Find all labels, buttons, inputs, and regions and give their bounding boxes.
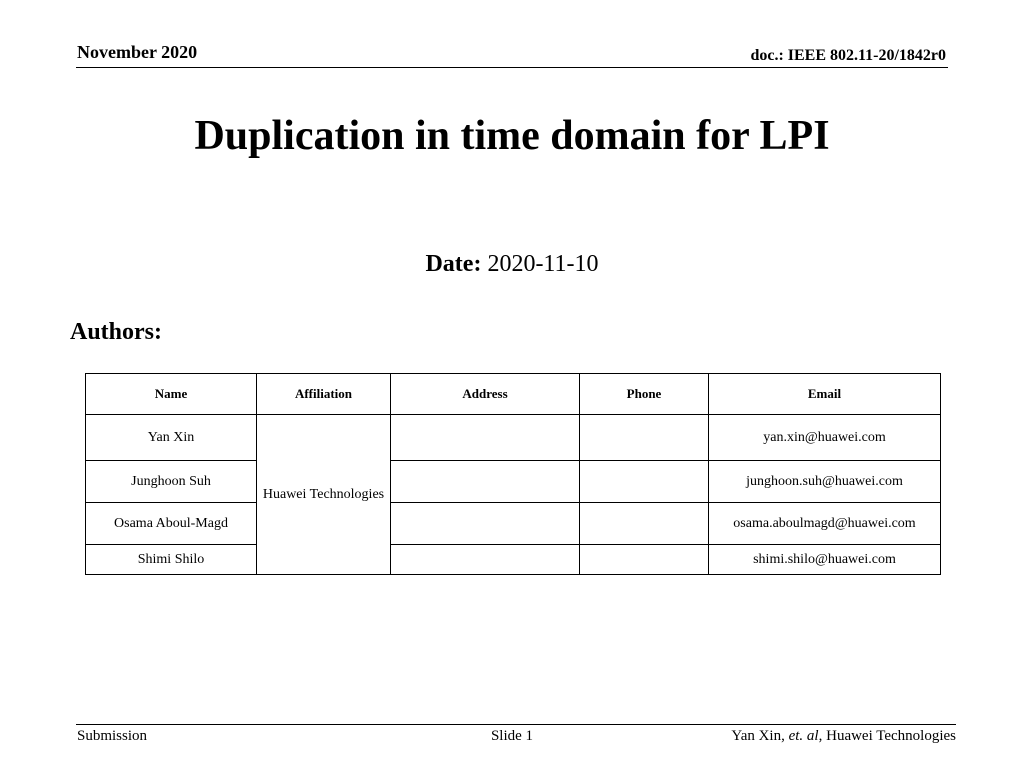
header-phone: Phone xyxy=(580,374,709,415)
date-line xyxy=(0,248,1024,280)
author-address xyxy=(391,503,580,545)
author-email: junghoon.suh@huawei.com xyxy=(709,461,941,503)
table-row xyxy=(86,503,941,545)
header-address: Address xyxy=(391,374,580,415)
author-address xyxy=(391,461,580,503)
header-date: November 2020 xyxy=(77,42,198,62)
author-address xyxy=(391,415,580,461)
footer-author xyxy=(731,728,956,745)
header-doc-ref: doc.: IEEE 802.11-20/1842r0 xyxy=(750,47,946,64)
author-email: osama.aboulmagd@huawei.com xyxy=(709,503,941,545)
header-name: Name xyxy=(86,374,257,415)
author-name: Osama Aboul-Magd xyxy=(86,503,257,545)
table-header-row xyxy=(86,374,941,415)
header-email: Email xyxy=(709,374,941,415)
author-phone xyxy=(580,503,709,545)
authors-heading: Authors: xyxy=(70,319,163,345)
author-affiliation: Huawei Technologies xyxy=(257,415,391,575)
header-affiliation: Affiliation xyxy=(257,374,391,415)
author-phone xyxy=(580,415,709,461)
author-email: shimi.shilo@huawei.com xyxy=(709,545,941,575)
table-row xyxy=(86,461,941,503)
date-label: Date: xyxy=(425,251,482,277)
table-row xyxy=(86,545,941,575)
author-address xyxy=(391,545,580,575)
author-email: yan.xin@huawei.com xyxy=(709,415,941,461)
footer-author-org: , Huawei Technologies xyxy=(818,728,956,744)
slide-title: Duplication in time domain for LPI xyxy=(194,113,830,159)
author-name: Shimi Shilo xyxy=(86,545,257,575)
date-value: 2020-11-10 xyxy=(487,251,599,277)
header-divider xyxy=(76,67,948,68)
footer-author-etal: et. al xyxy=(788,728,819,744)
table-row xyxy=(86,415,941,461)
author-name: Yan Xin xyxy=(86,415,257,461)
footer-divider xyxy=(76,724,956,725)
footer-submission: Submission xyxy=(77,728,148,744)
author-name: Junghoon Suh xyxy=(86,461,257,503)
footer-slide-number: Slide 1 xyxy=(490,728,534,744)
author-phone xyxy=(580,461,709,503)
footer-author-name: Yan Xin, xyxy=(731,728,789,744)
authors-table xyxy=(85,373,941,575)
author-phone xyxy=(580,545,709,575)
